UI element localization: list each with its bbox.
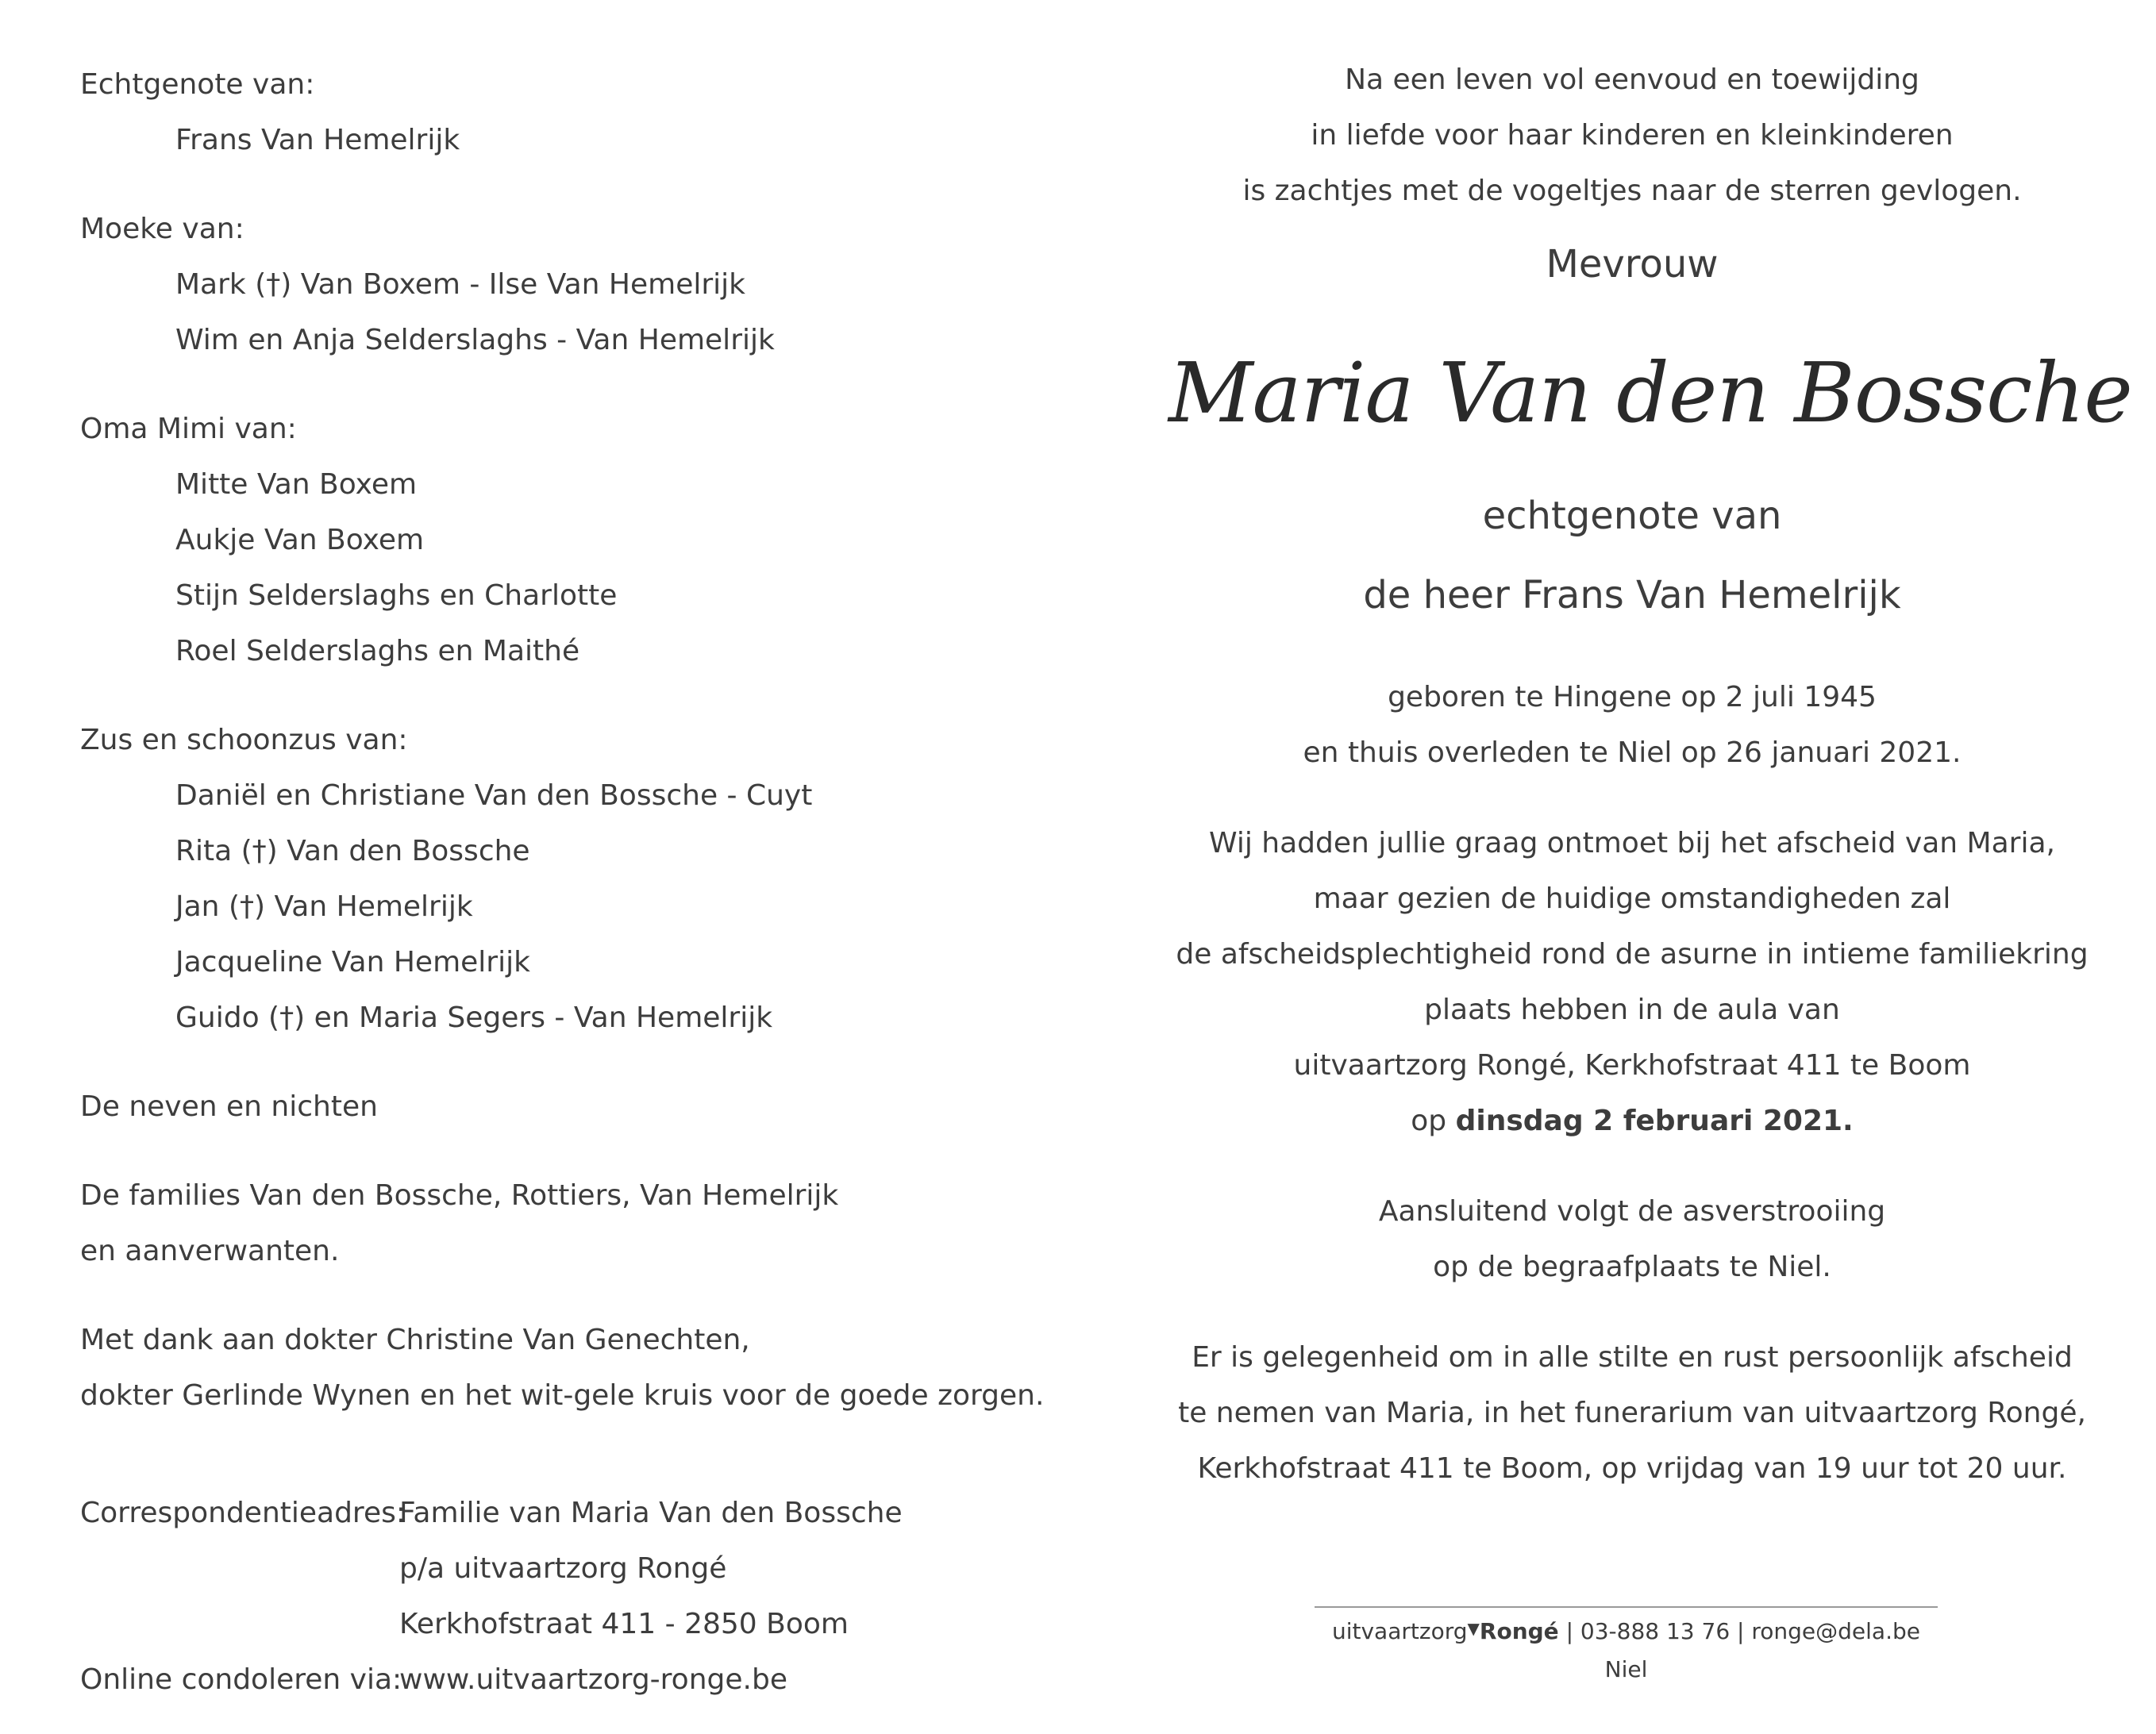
date-bold: dinsdag 2 februari 2021.	[1455, 1105, 1854, 1137]
family-list	[80, 57, 1072, 1424]
visit-line: Kerkhofstraat 411 te Boom, op vrijdag van 19 uur tot 20 uur.	[1197, 1452, 2067, 1485]
spouse-name-line: de heer Frans Van Hemelrijk	[1363, 573, 1901, 617]
deceased-name: Maria Van den Bossche	[1168, 344, 2132, 441]
thanks-line: Met dank aan dokter Christine Van Genechten,	[80, 1324, 750, 1356]
spouse-name: Frans Van Hemelrijk	[175, 124, 460, 156]
funeral-home-footer	[1315, 1606, 1938, 1689]
birth-line: geboren te Hingene op 2 juli 1945	[1388, 681, 1877, 713]
cousins-line: De neven en nichten	[80, 1090, 378, 1123]
online-condolence-url[interactable]: www.uitvaartzorg-ronge.be	[399, 1663, 787, 1696]
scatter-line-2: op de begraafplaats te Niel.	[1433, 1251, 1831, 1283]
footer-phone: | 03-888 13 76 |	[1565, 1618, 1745, 1644]
correspondence-block	[80, 1486, 903, 1708]
child-item: Wim en Anja Selderslaghs - Van Hemelrijk	[175, 324, 775, 356]
date-prefix: op	[1411, 1105, 1456, 1137]
sibling-item: Jan (†) Van Hemelrijk	[175, 890, 473, 923]
sibling-item: Rita (†) Van den Bossche	[175, 835, 530, 867]
footer-prefix: uitvaartzorg	[1331, 1618, 1468, 1644]
footer-brand: Rongé	[1479, 1618, 1559, 1644]
intro-line: in liefde voor haar kinderen en kleinkinderen	[1311, 119, 1954, 152]
correspondence-line: Familie van Maria Van den Bossche	[399, 1497, 903, 1529]
families-line: De families Van den Bossche, Rottiers, Van Hemelrijk	[80, 1179, 839, 1212]
grandchild-item: Mitte Van Boxem	[175, 468, 418, 501]
ceremony-line: maar gezien de huidige omstandigheden zal	[1313, 882, 1951, 915]
families-line-2: en aanverwanten.	[80, 1235, 340, 1267]
grandma-heading: Oma Mimi van:	[80, 413, 297, 445]
thanks-line-2: dokter Gerlinde Wynen en het wit-gele kruis voor de goede zorgen.	[80, 1379, 1045, 1412]
death-line: en thuis overleden te Niel op 26 januari 2021.	[1303, 736, 1962, 769]
grandchild-item: Stijn Selderslaghs en Charlotte	[175, 579, 618, 612]
correspondence-label: Correspondentieadres:	[80, 1497, 406, 1529]
mother-heading: Moeke van:	[80, 213, 244, 245]
triangle-down-icon: ▼	[1467, 1619, 1480, 1638]
online-condolence-label: Online condoleren via:	[80, 1663, 402, 1696]
siblings-heading: Zus en schoonzus van:	[80, 724, 408, 756]
correspondence-line: Kerkhofstraat 411 - 2850 Boom	[399, 1608, 849, 1640]
intro-line: is zachtjes met de vogeltjes naar de sterren gevlogen.	[1242, 175, 2022, 207]
ceremony-line: uitvaartzorg Rongé, Kerkhofstraat 411 te Boom	[1293, 1049, 1971, 1082]
grandchild-item: Aukje Van Boxem	[175, 524, 425, 556]
sibling-item: Jacqueline Van Hemelrijk	[175, 946, 530, 978]
ceremony-line: Wij hadden jullie graag ontmoet bij het afscheid van Maria,	[1209, 827, 2055, 859]
ceremony-line: de afscheidsplechtigheid rond de asurne in intieme familiekring	[1176, 938, 2089, 971]
footer-town: Niel	[1604, 1656, 1648, 1682]
footer-email[interactable]: ronge@dela.be	[1751, 1618, 1920, 1644]
scatter-line: Aansluitend volgt de asverstrooiing	[1378, 1195, 1886, 1228]
ceremony-date	[1168, 1094, 2096, 1149]
intro-line: Na een leven vol eenvoud en toewijding	[1345, 63, 1919, 96]
spouse-heading: Echtgenote van:	[80, 68, 315, 101]
spouse-line: echtgenote van	[1482, 494, 1782, 538]
child-item: Mark (†) Van Boxem - Ilse Van Hemelrijk	[175, 268, 746, 301]
announcement	[1168, 52, 2132, 1497]
sibling-item: Daniël en Christiane Van den Bossche - Cuyt	[175, 779, 813, 812]
grandchild-item: Roel Selderslaghs en Maithé	[175, 635, 580, 667]
ceremony-line: plaats hebben in de aula van	[1424, 994, 1840, 1026]
visit-line: Er is gelegenheid om in alle stilte en rust persoonlijk afscheid	[1192, 1341, 2073, 1374]
visit-line: te nemen van Maria, in het funerarium van uitvaartzorg Rongé,	[1178, 1397, 2086, 1429]
salutation: Mevrouw	[1546, 242, 1719, 286]
sibling-item: Guido (†) en Maria Segers - Van Hemelrijk	[175, 1002, 773, 1034]
correspondence-line: p/a uitvaartzorg Rongé	[399, 1552, 727, 1585]
